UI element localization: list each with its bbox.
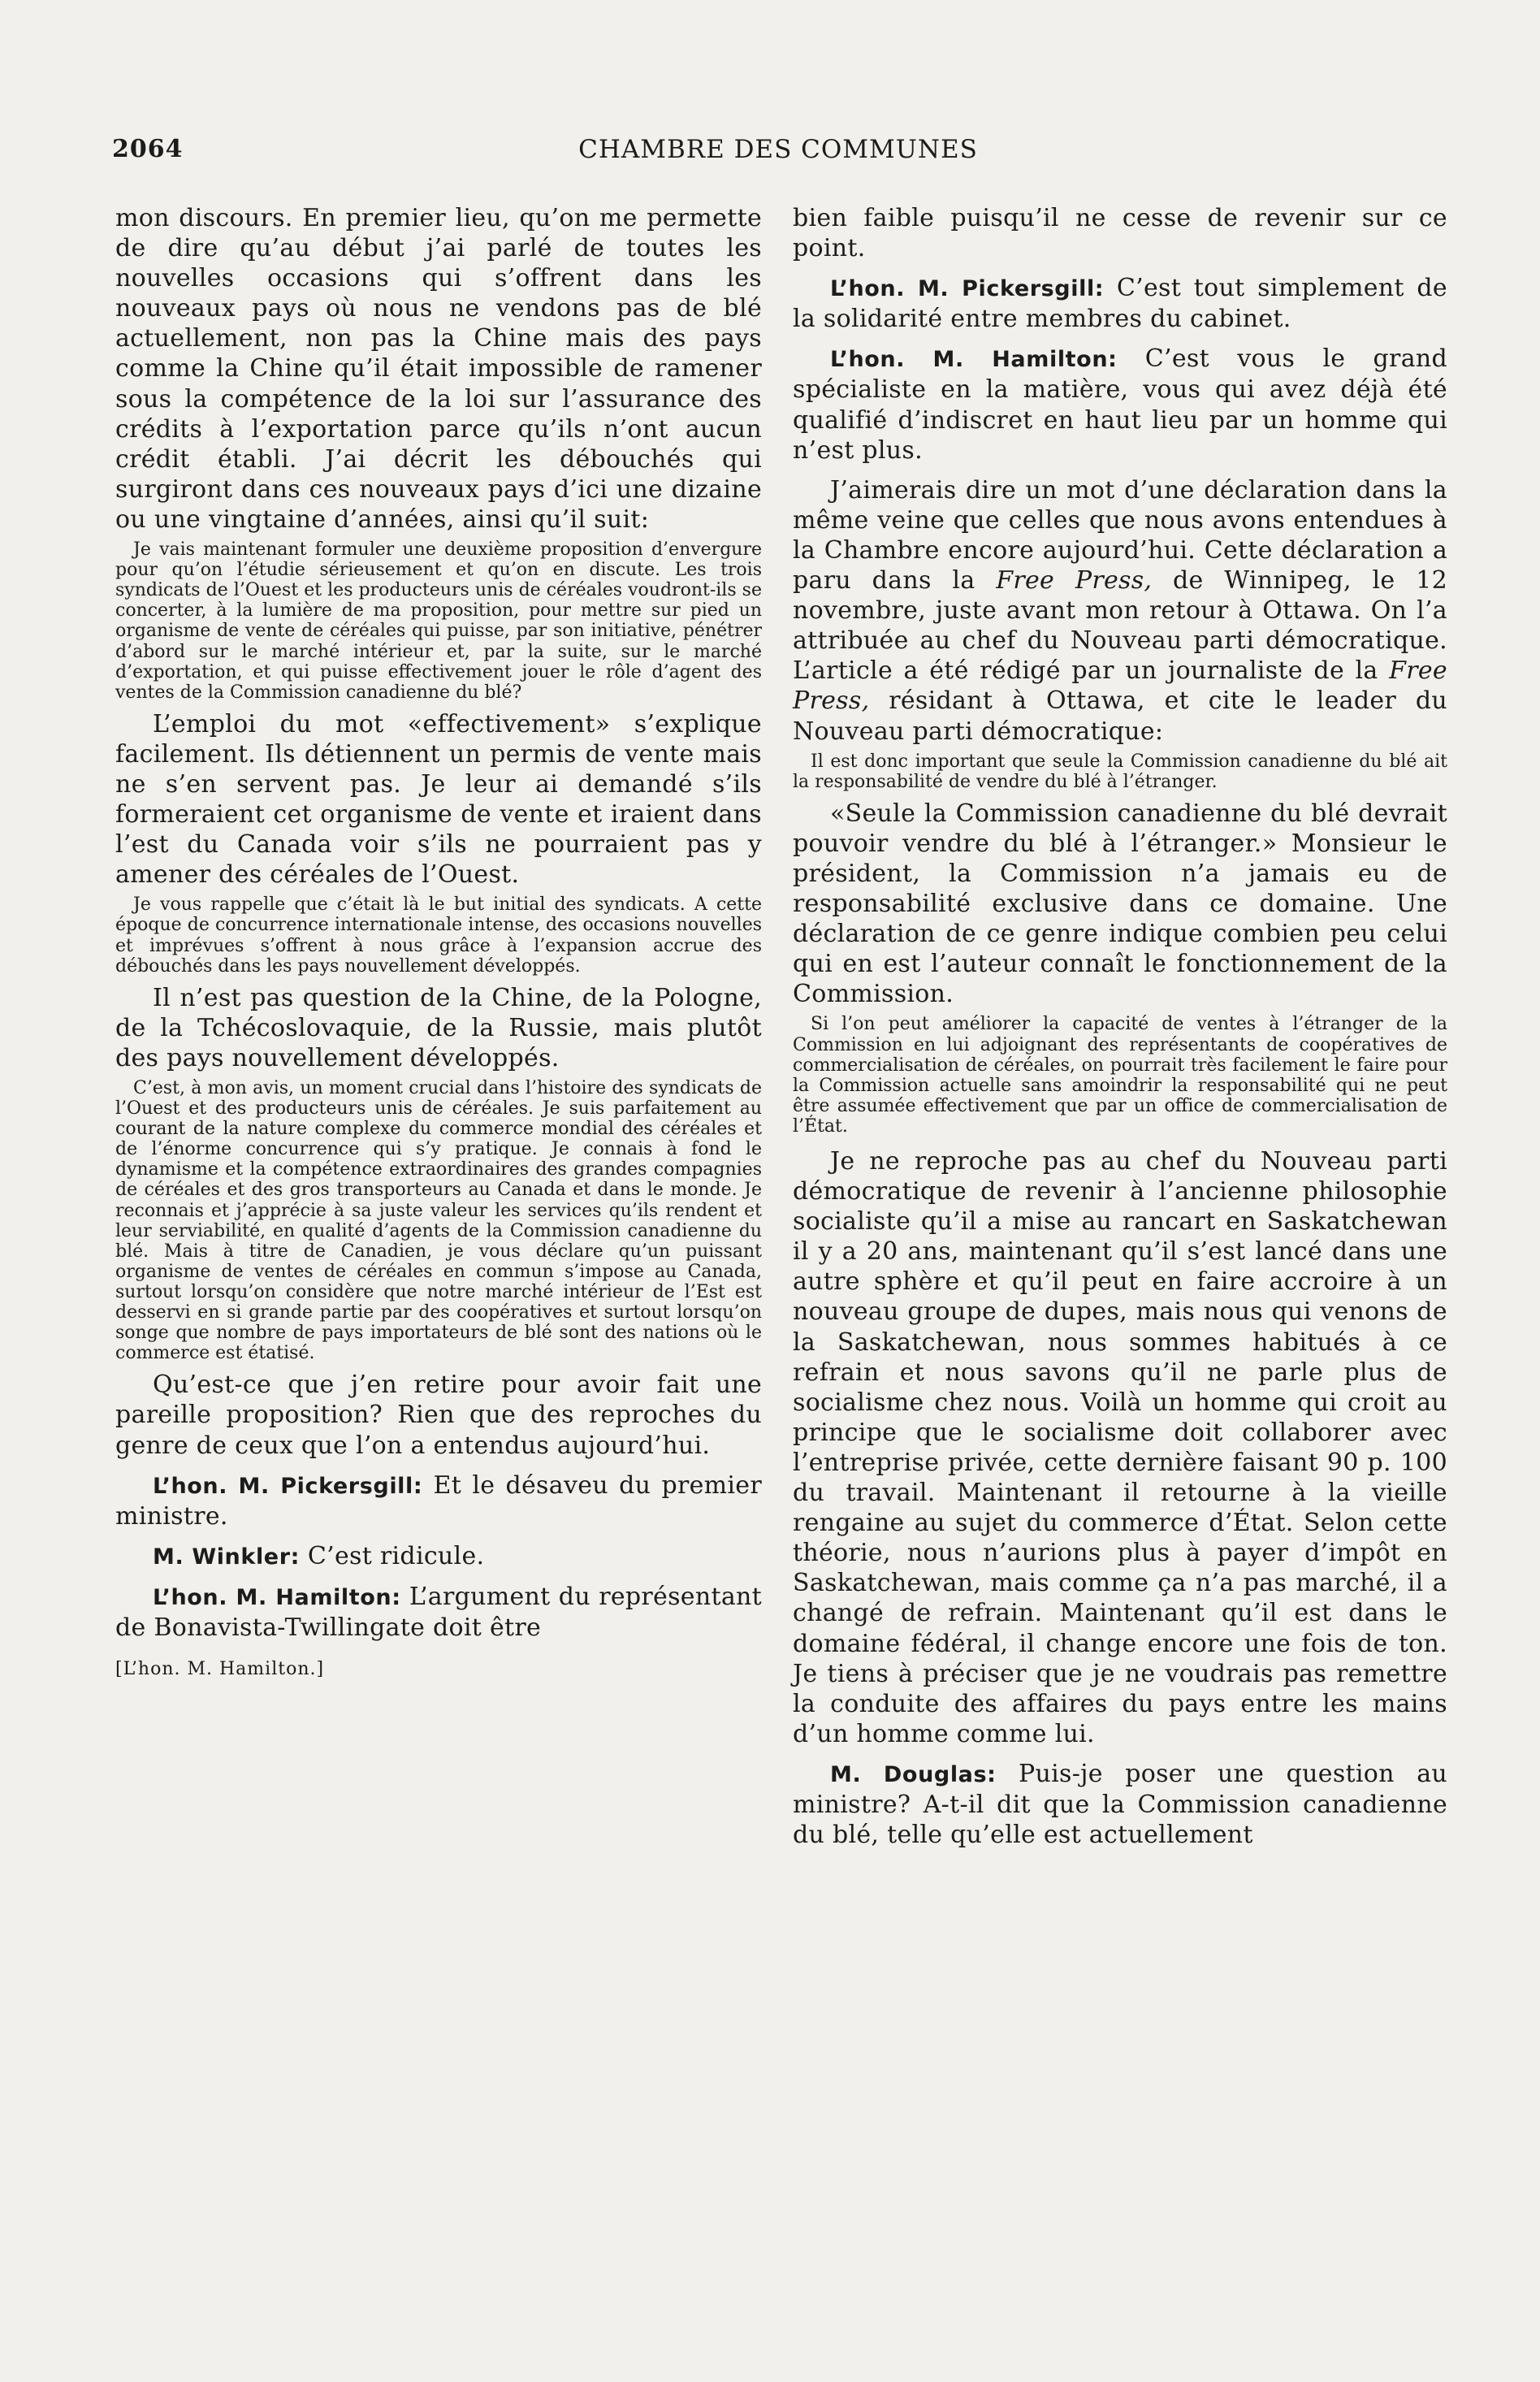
paragraph: [793, 475, 1447, 747]
speaker-name: M. Winkler:: [153, 1544, 301, 1570]
newspaper-title: Free Press,: [793, 656, 1447, 716]
running-title: CHAMBRE DES COMMUNES: [578, 135, 978, 164]
speech-turn: [793, 273, 1447, 334]
quotation: Je vais maintenant formuler une deuxième proposition d’envergure pour qu’on l’étudie sérieusement et qu’on en discute. Les trois syndicats de l’Ouest et les producteurs unis de céréales voudront-ils se concerter, à la lumière de ma proposition, pour mettre sur pied un organisme de vente de céréales qui puisse, par son initiative, pénétrer d’abord sur le marché intérieur et, par la suite, sur le marché d’exportation, et qui puisse effectivement jouer le rôle d’agent des ventes de la Commission canadienne du blé?: [115, 539, 762, 703]
quotation: C’est, à mon avis, un moment crucial dans l’histoire des syndicats de l’Ouest et des producteurs unis de céréales. Je suis parfaitement au courant de la nature complexe du commerce mondial des céréales et de l’énorme concurrence qui s’y pratique. Je connais à fond le dynamisme et la compétence extraordinaires des grandes compagnies de céréales et des gros transporteurs au Canada et dans le monde. Je reconnais et j’apprécie à sa juste valeur les services qu’ils rendent et leur serviabilité, en qualité d’agents de la Commission canadienne du blé. Mais à titre de Canadien, je vous déclare qu’un puissant organisme de ventes de céréales en commun s’impose au Canada, surtout lorsqu’on considère que notre marché intérieur de l’Est est desservi en si grande partie par des coopératives et surtout lorsqu’on songe que nombre de pays importateurs de blé sont des nations où le commerce est étatisé.: [115, 1078, 762, 1364]
speaker-name: M. Douglas:: [830, 1761, 997, 1787]
speech-text: C’est tout simplement de la solidarité entre membres du cabinet.: [793, 274, 1447, 334]
text-run: J’aimerais dire un mot d’une déclaration dans la même veine que celles que nous avons entendues à la Chambre encore aujourd’hui. Cette déclaration a paru dans la: [793, 475, 1447, 596]
left-column: [115, 203, 762, 1679]
paragraph: Je ne reproche pas au chef du Nouveau parti démocratique de revenir à l’ancienne philosophie socialiste qu’il a mise au rancart en Saskatchewan il y a 20 ans, maintenant qu’il s’est lancé dans une autre sphère et qu’il peut en faire accroire à un nouveau groupe de dupes, mais nous qui venons de la Saskatchewan, nous sommes habitués à ce refrain et nous savons qu’il ne parle plus de socialisme chez nous. Voilà un homme qui croit au principe que le socialisme doit collaborer avec l’entreprise privée, cette dernière faisant 90 p. 100 du travail. Maintenant il retourne à la vieille rengaine au sujet du commerce d’État. Selon cette théorie, nous n’aurions plus à payer d’impôt en Saskatchewan, mais comme ça n’a pas marché, il a changé de refrain. Maintenant qu’il est dans le domaine fédéral, il change encore une fois de ton. Je tiens à préciser que je ne voudrais pas remettre la conduite des affaires du pays entre les mains d’un homme comme lui.: [793, 1147, 1447, 1748]
speaker-name: L’hon. M. Pickersgill:: [153, 1473, 423, 1499]
newspaper-title: Free Press,: [996, 566, 1153, 596]
paragraph: «Seule la Commission canadienne du blé devrait pouvoir vendre du blé à l’étranger.» Monsieur le président, la Commission n’a jamais eu de responsabilité exclusive dans ce domaine. Une déclaration de ce genre indique combien peu celui qui en est l’auteur connaît le fonctionnement de la Commission.: [793, 799, 1447, 1009]
speech-turn: [115, 1582, 762, 1643]
page-number: 2064: [112, 135, 184, 163]
speech-turn: [793, 1759, 1447, 1850]
speech-text: Et le désaveu du premier ministre.: [115, 1470, 762, 1531]
page-header: [112, 135, 1444, 171]
paragraph: Qu’est-ce que j’en retire pour avoir fait une pareille proposition? Rien que des reproches du genre de ceux que l’on a entendus aujourd’hui.: [115, 1371, 762, 1460]
paragraph: mon discours. En premier lieu, qu’on me permette de dire qu’au début j’ai parlé de toutes les nouvelles occasions qui s’offrent dans les nouveaux pays où nous ne vendons pas de blé actuellement, non pas la Chine mais des pays comme la Chine qu’il était impossible de ramener sous la compétence de la loi sur l’assurance des crédits à l’exportation parce qu’ils n’ont aucun crédit établi. J’ai décrit les débouchés qui surgiront dans ces nouveaux pays d’ici une dizaine ou une vingtaine d’années, ainsi qu’il suit:: [115, 204, 762, 534]
quotation: Il est donc important que seule la Commission canadienne du blé ait la responsabilité de vendre du blé à l’étranger.: [793, 751, 1447, 792]
quotation: Je vous rappelle que c’était là le but initial des syndicats. A cette époque de concurrence internationale intense, des occasions nouvelles et imprévues s’offrent à nous grâce à l’expansion accrue des débouchés dans les pays nouvellement développés.: [115, 894, 762, 977]
text-run: résidant à Ottawa, et cite le leader du Nouveau parti démocratique:: [793, 686, 1447, 746]
speech-text: L’argument du représentant de Bonavista-Twillingate doit être: [115, 1582, 762, 1642]
speech-turn: [793, 344, 1447, 465]
speech-text: Puis-je poser une question au ministre? A-t-il dit que la Commission canadienne du blé, telle qu’elle est actuellement: [793, 1759, 1447, 1850]
paragraph: bien faible puisqu’il ne cesse de revenir sur ce point.: [793, 204, 1447, 263]
speech-turn: [115, 1541, 762, 1572]
speech-turn: [115, 1470, 762, 1531]
speaker-name: L’hon. M. Pickersgill:: [830, 276, 1105, 302]
speaker-name: L’hon. M. Hamilton:: [830, 347, 1118, 373]
paragraph: Il n’est pas question de la Chine, de la Pologne, de la Tchécoslovaquie, de la Russie, mais plutôt des pays nouvellement développés.: [115, 983, 762, 1072]
speech-text: C’est ridicule.: [300, 1541, 485, 1570]
speech-text: C’est vous le grand spécialiste en la matière, vous qui avez déjà été qualifié d’indiscret en haut lieu par un homme qui n’est plus.: [793, 344, 1448, 465]
quotation: Si l’on peut améliorer la capacité de ventes à l’étranger de la Commission en lui adjoignant des représentants de coopératives de commercialisation de céréales, on pourrait très facilement le faire pour la Commission actuelle sans amoindrir la responsabilité qui ne peut être assumée effectivement que par un office de commercialisation de l’État.: [793, 1014, 1447, 1137]
right-column: [793, 203, 1447, 1850]
text-run: de Winnipeg, le 12 novembre, juste avant mon retour à Ottawa. On l’a attribuée au chef du Nouveau parti démocratique. L’article a été rédigé par un journaliste de la: [793, 566, 1447, 686]
paragraph: L’emploi du mot «effectivement» s’explique facilement. Ils détiennent un permis de vente mais ne s’en servent pas. Je leur ai demandé s’ils formeraient cet organisme de vente et iraient dans l’est du Canada voir s’ils ne pourraient pas y amener des céréales de l’Ouest.: [115, 709, 762, 890]
continuation-speaker: [L’hon. M. Hamilton.]: [115, 1659, 325, 1680]
speaker-name: L’hon. M. Hamilton:: [153, 1584, 401, 1610]
